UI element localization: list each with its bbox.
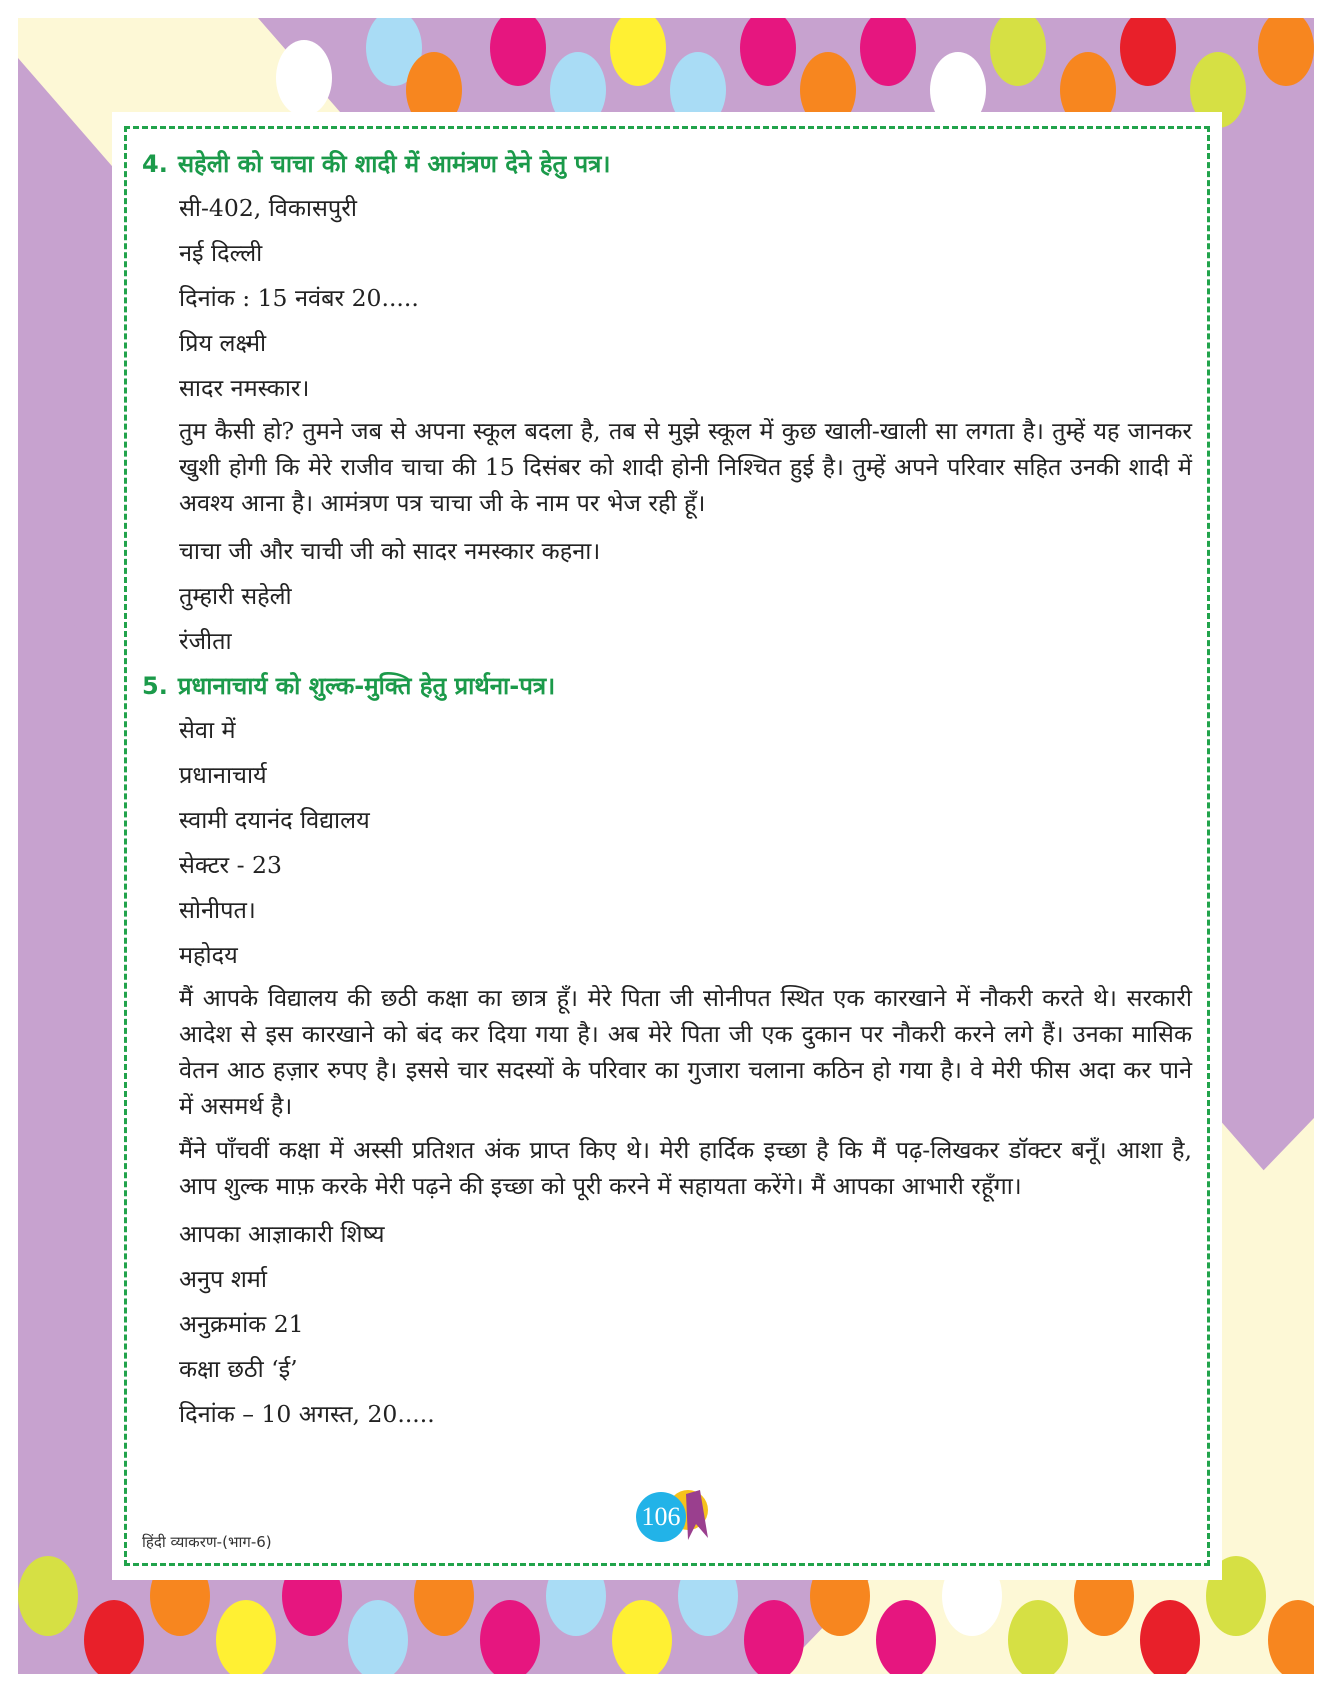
letter5-title: प्रधानाचार्य को शुल्क-मुक्ति हेतु प्रार्थना-पत्र। bbox=[177, 672, 556, 700]
page-content bbox=[142, 142, 1192, 1437]
letter4-signature: रंजीता bbox=[179, 627, 232, 655]
letter5-city: सोनीपत। bbox=[179, 896, 256, 924]
letter5-school: स्वामी दयानंद विद्यालय bbox=[179, 806, 370, 834]
letter5-number: 5. bbox=[142, 672, 168, 700]
letter4-number: 4. bbox=[142, 150, 168, 178]
letter4-body: तुम कैसी हो? तुमने जब से अपना स्कूल बदला है, तब से मुझे स्कूल में कुछ खाली-खाली सा लगता है। तुम्हें यह जानकर खुशी होगी कि मेरे राजीव चाचा की 15 दिसंबर को शादी होनी निश्चित हुई है। तुम्हें अपने परिवार सहित उनकी शादी में अवश्य आना है। आमंत्रण पत्र चाचा जी के नाम पर भेज रही हूँ। bbox=[179, 417, 1192, 517]
page-number-badge bbox=[636, 1486, 746, 1546]
letter5-closing: आपका आज्ञाकारी शिष्य bbox=[179, 1220, 385, 1248]
letter5-name: अनुप शर्मा bbox=[179, 1265, 267, 1293]
page-card bbox=[112, 112, 1222, 1580]
letter5-salutation: महोदय bbox=[179, 941, 238, 969]
letter4-heading bbox=[142, 142, 1192, 186]
letter4-salutation: प्रिय लक्ष्मी bbox=[179, 329, 267, 357]
letter5-roll-number: अनुक्रमांक 21 bbox=[179, 1310, 304, 1338]
letter4-closing: तुम्हारी सहेली bbox=[179, 582, 292, 610]
letter5-class: कक्षा छठी ‘ई’ bbox=[179, 1355, 298, 1383]
letter5-recipient: प्रधानाचार्य bbox=[179, 761, 267, 789]
letter5-body-paragraph-2: मैंने पाँचवीं कक्षा में अस्सी प्रतिशत अंक प्राप्त किए थे। मेरी हार्दिक इच्छा है कि मैं पढ़-लिखकर डॉक्टर बनूँ। आशा है, आप शुल्क माफ़ करके मेरी पढ़ने की इच्छा को पूरी करने में सहायता करेंगे। मैं आपका आभारी रहूँगा। bbox=[179, 1136, 1192, 1200]
letter4-date: दिनांक : 15 नवंबर 20..... bbox=[179, 284, 419, 312]
letter4-address-line2: नई दिल्ली bbox=[179, 239, 263, 267]
letter5-body-paragraph-1: मैं आपके विद्यालय की छठी कक्षा का छात्र हूँ। मेरे पिता जी सोनीपत स्थित एक कारखाने में नौकरी करते थे। सरकारी आदेश से इस कारखाने को बंद कर दिया गया है। अब मेरे पिता जी एक दुकान पर नौकरी करने लगे हैं। उनका मासिक वेतन आठ हज़ार रुपए है। इससे चार सदस्यों के परिवार का गुजारा चलाना कठिन हो गया है। वे मेरी फीस अदा कर पाने में असमर्थ है। bbox=[179, 984, 1192, 1120]
page-number: 106 bbox=[636, 1492, 686, 1542]
letter5-date: दिनांक – 10 अगस्त, 20..... bbox=[179, 1400, 435, 1428]
letter4-address-line1: सी-402, विकासपुरी bbox=[179, 194, 357, 222]
letter5-sector: सेक्टर - 23 bbox=[179, 851, 282, 879]
letter5-to: सेवा में bbox=[179, 716, 236, 744]
book-title: हिंदी व्याकरण-(भाग-6) bbox=[142, 1533, 272, 1551]
letter5-heading bbox=[142, 664, 1192, 708]
letter4-regards: चाचा जी और चाची जी को सादर नमस्कार कहना। bbox=[179, 537, 601, 565]
letter4-greeting: सादर नमस्कार। bbox=[179, 374, 310, 402]
letter4-title: सहेली को चाचा की शादी में आमंत्रण देने हेतु पत्र। bbox=[177, 150, 611, 178]
